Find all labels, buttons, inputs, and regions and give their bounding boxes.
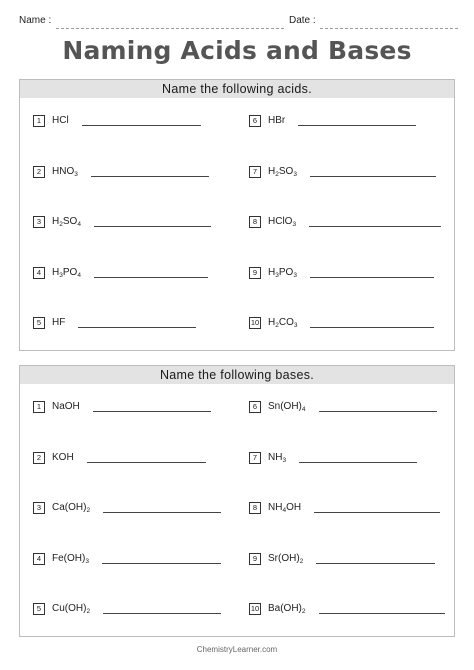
answer-line[interactable] (319, 411, 437, 412)
bases-section-heading: Name the following bases. (20, 366, 454, 384)
formula-subscript: 3 (275, 272, 279, 279)
formula-subscript: 2 (299, 558, 304, 565)
formula-text: Sn(OH) (268, 401, 302, 412)
formula-subscript: 2 (275, 322, 279, 329)
formula (52, 502, 90, 514)
formula (268, 502, 301, 514)
date-field[interactable] (320, 28, 458, 29)
formula (52, 401, 80, 413)
question-number: 10 (250, 604, 260, 613)
name-label: Name : (19, 15, 52, 26)
formula-subscript: 2 (59, 221, 63, 228)
formula-text: NH (268, 452, 283, 463)
answer-line[interactable] (310, 176, 436, 177)
formula-subscript: 3 (74, 171, 78, 178)
formula (268, 267, 297, 279)
formula (268, 216, 296, 228)
question-number: 8 (249, 216, 261, 228)
formula-text: H (268, 166, 276, 177)
answer-line[interactable] (82, 125, 201, 126)
formula (52, 317, 65, 329)
answer-line[interactable] (103, 613, 221, 614)
formula (268, 115, 285, 127)
formula-text: HBr (268, 115, 286, 126)
question-number: 7 (249, 166, 261, 178)
formula-subscript: 4 (77, 221, 81, 228)
question-number: 6 (249, 401, 261, 413)
acids-section (19, 79, 455, 351)
formula-subscript: 4 (282, 507, 287, 514)
formula (268, 317, 297, 329)
formula-subscript: 2 (301, 608, 306, 615)
question-number: 1 (33, 401, 45, 413)
formula-text: Ba(OH) (268, 603, 302, 614)
formula (52, 603, 90, 615)
answer-line[interactable] (298, 125, 416, 126)
answer-line[interactable] (93, 411, 211, 412)
formula-text: Sr(OH) (268, 553, 300, 564)
formula (52, 115, 69, 127)
formula-text: H (268, 267, 276, 278)
formula (268, 166, 297, 178)
bases-section (19, 365, 455, 637)
question-number: 5 (33, 603, 45, 615)
formula-subscript: 3 (293, 272, 297, 279)
formula-text: H (52, 267, 60, 278)
formula-subscript: 3 (293, 171, 297, 178)
acids-section-heading: Name the following acids. (20, 80, 454, 98)
formula (52, 553, 89, 565)
answer-line[interactable] (94, 277, 208, 278)
answer-line[interactable] (91, 176, 209, 177)
question-number: 9 (249, 553, 261, 565)
question-number: 5 (33, 317, 45, 329)
formula-subscript: 4 (301, 406, 306, 413)
question-number: 9 (249, 267, 261, 279)
question-number: 7 (249, 452, 261, 464)
answer-line[interactable] (103, 512, 221, 513)
formula (52, 166, 78, 178)
formula (52, 216, 81, 228)
question-number: 2 (33, 452, 45, 464)
formula-text: H (268, 317, 276, 328)
formula-text: Cu(OH) (52, 603, 87, 614)
formula-text: OH (286, 502, 302, 513)
question-number: 1 (33, 115, 45, 127)
formula (268, 603, 306, 615)
formula-subscript: 3 (282, 457, 287, 464)
answer-line[interactable] (310, 277, 434, 278)
formula-subscript: 2 (275, 171, 279, 178)
answer-line[interactable] (310, 327, 434, 328)
question-number: 10 (250, 318, 260, 327)
answer-line[interactable] (316, 563, 435, 564)
formula-subscript: 3 (59, 272, 63, 279)
question-number: 3 (33, 216, 45, 228)
question-number: 3 (33, 502, 45, 514)
answer-line[interactable] (314, 512, 440, 513)
formula-text: H (52, 216, 60, 227)
question-number: 4 (33, 553, 45, 565)
formula-subscript: 2 (86, 608, 91, 615)
question-number: 6 (249, 115, 261, 127)
formula-text: PO (278, 267, 294, 278)
formula (52, 452, 74, 464)
formula (268, 401, 306, 413)
page-title: Naming Acids and Bases (62, 36, 412, 65)
date-label: Date : (289, 15, 316, 26)
answer-line[interactable] (94, 226, 211, 227)
formula-text: Ca(OH) (52, 502, 87, 513)
formula-text: KOH (52, 452, 74, 463)
answer-line[interactable] (309, 226, 441, 227)
name-field[interactable] (56, 28, 284, 29)
formula-text: HNO (52, 166, 75, 177)
answer-line[interactable] (319, 613, 445, 614)
formula-text: HF (52, 317, 66, 328)
footer-credit: ChemistryLearner.com (196, 645, 278, 654)
formula-text: HCl (52, 115, 69, 126)
question-number: 4 (33, 267, 45, 279)
formula-text: NH (268, 502, 283, 513)
formula (52, 267, 81, 279)
question-number: 8 (249, 502, 261, 514)
formula-text: Fe(OH) (52, 553, 86, 564)
question-number: 2 (33, 166, 45, 178)
answer-line[interactable] (102, 563, 221, 564)
formula (268, 452, 286, 464)
formula-text: CO (278, 317, 294, 328)
answer-line[interactable] (299, 462, 417, 463)
answer-line[interactable] (78, 327, 196, 328)
formula-subscript: 3 (293, 322, 298, 329)
formula-subscript: 3 (292, 221, 297, 228)
answer-line[interactable] (87, 462, 206, 463)
formula-text: PO (62, 267, 78, 278)
formula-text: SO (278, 166, 294, 177)
formula-text: HClO (268, 216, 293, 227)
formula (268, 553, 303, 565)
formula-subscript: 4 (77, 272, 81, 279)
formula-subscript: 3 (85, 558, 89, 565)
formula-text: NaOH (52, 401, 80, 412)
formula-text: SO (62, 216, 78, 227)
formula-subscript: 2 (86, 507, 91, 514)
